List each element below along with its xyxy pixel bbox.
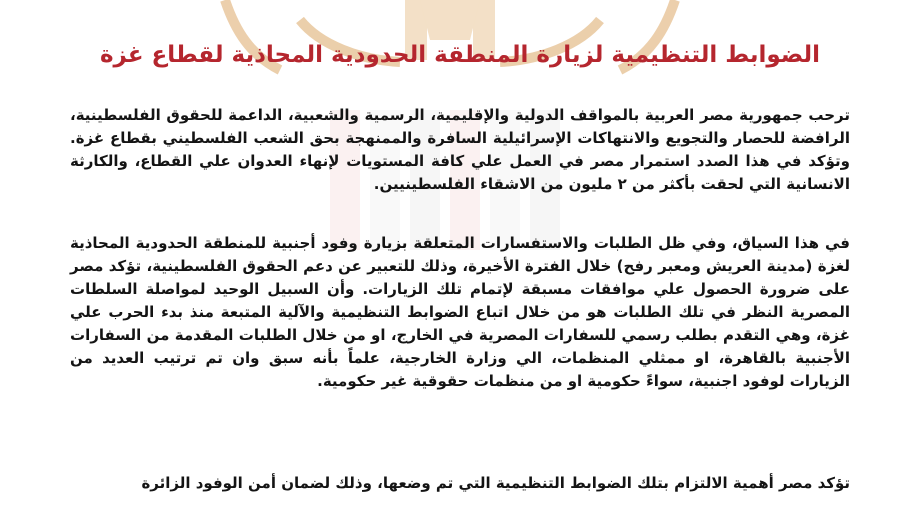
paragraph-1: ترحب جمهورية مصر العربية بالمواقف الدولية والإقليمية، الرسمية والشعبية، الداعمة للحقوق الفلسطينية، الرافضة للحصار والتجويع والانتهاكات الإسرائيلية السافرة والممنهجة بحق الشعب الفلسطيني بقطاع غزة. وتؤكد في هذا الصدد استمرار مصر في العمل علي كافة المستويات لإنهاء العدوان علي القطاع، والكارثة الانسانية التي لحقت بأكثر من ٢ مليون من الاشقاء الفلسطينيين. xyxy=(70,106,850,193)
paragraph-3: تؤكد مصر أهمية الالتزام بتلك الضوابط التنظيمية التي تم وضعها، وذلك لضمان أمن الوفود الزائرة xyxy=(141,474,850,492)
document-title: الضوابط التنظيمية لزيارة المنطقة الحدودية المحاذية لقطاع غزة xyxy=(99,42,821,68)
document-page xyxy=(70,0,850,506)
paragraph-2: في هذا السياق، وفي ظل الطلبات والاستفسارات المتعلقة بزيارة وفود أجنبية للمنطقة الحدودية المحاذية لغزة (مدينة العريش ومعبر رفح) خلال الفترة الأخيرة، وذلك للتعبير عن دعم الحقوق الفلسطينية، تؤكد مصر على ضرورة الحصول علي موافقات مسبقة لإتمام تلك الزيارات. وأن السبيل الوحيد لمواصلة السلطات المصرية النظر في تلك الطلبات هو من خلال اتباع الضوابط التنظيمية والآلية المتبعة منذ بدء الحرب علي غزة، وهي التقدم بطلب رسمي للسفارات المصرية في الخارج، او من خلال الطلبات المقدمة من السفارات الأجنبية بالقاهرة، او ممثلي المنظمات، الي وزارة الخارجية، علماً بأنه سبق وان تم ترتيب العديد من الزيارات لوفود اجنبية، سواءً حكومية او من منظمات حقوقية غير حكومية. xyxy=(70,234,850,390)
